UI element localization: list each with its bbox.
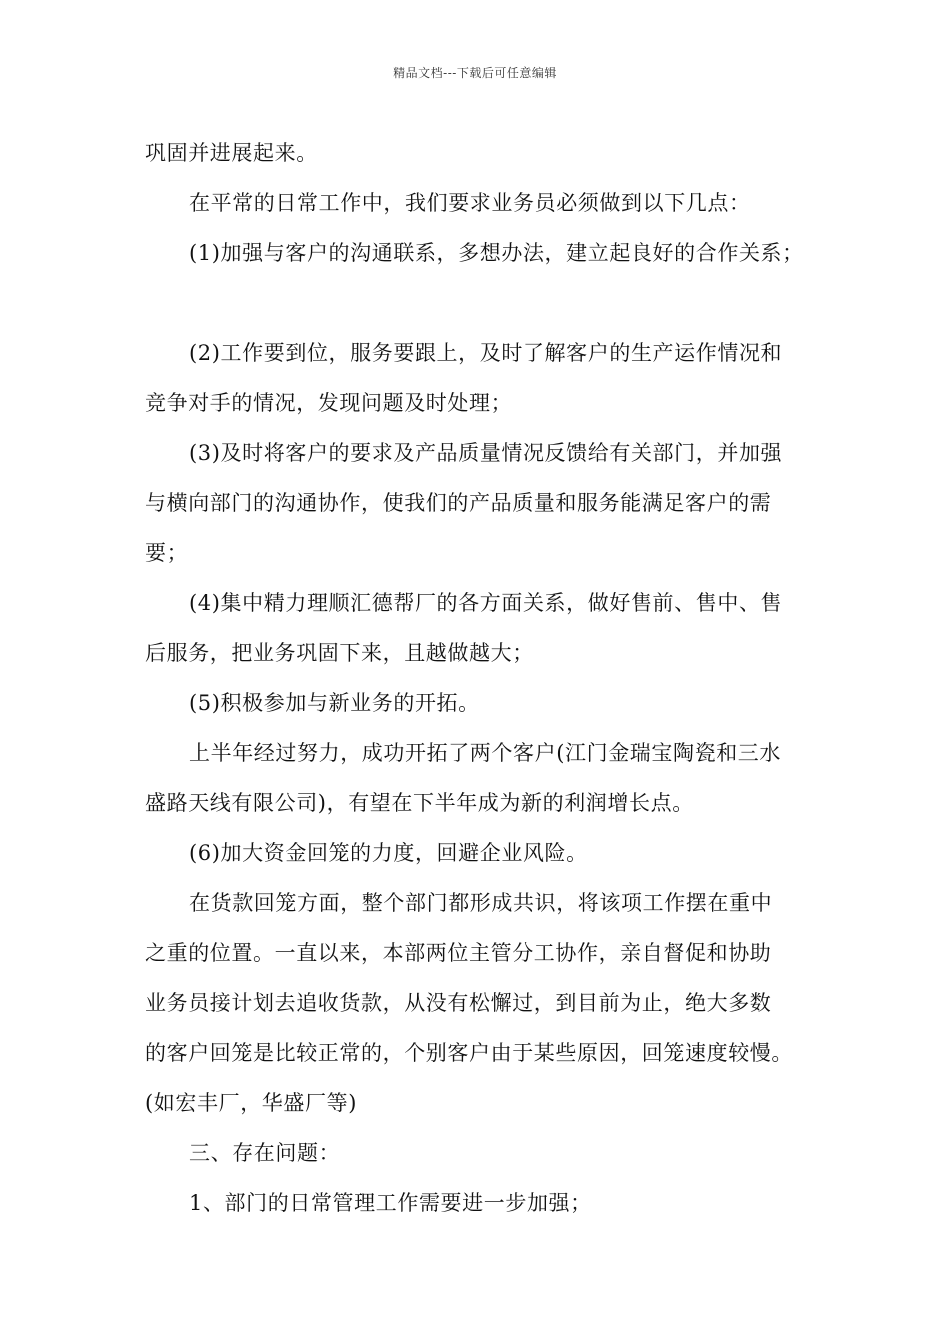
issue-item-1: 1、部门的日常管理工作需要进一步加强； [189, 1191, 592, 1215]
page-header: 精品文档---下载后可任意编辑 [393, 66, 557, 80]
text-line: 竞争对手的情况，发现问题及时处理； [145, 391, 513, 415]
text-line: 巩固并进展起来。 [145, 141, 318, 165]
paragraph-start: 在货款回笼方面，整个部门都形成共识，将该项工作摆在重中 [189, 891, 773, 915]
text-line: 业务员接计划去追收货款，从没有松懈过，到目前为止，绝大多数 [145, 991, 772, 1015]
paragraph-start: 上半年经过努力，成功开拓了两个客户(江门金瑞宝陶瓷和三水 [189, 741, 781, 765]
blank-line [145, 278, 825, 328]
list-item-3: (3)及时将客户的要求及产品质量情况反馈给有关部门，并加强 [189, 441, 783, 465]
section-heading: 三、存在问题： [189, 1141, 341, 1165]
list-item-2: (2)工作要到位，服务要跟上，及时了解客户的生产运作情况和 [189, 341, 783, 365]
text-line: 要； [145, 541, 189, 565]
text-line: 之重的位置。一直以来，本部两位主管分工协作，亲自督促和协助 [145, 941, 772, 965]
list-item-4: (4)集中精力理顺汇德帮厂的各方面关系，做好售前、售中、售 [189, 591, 783, 615]
text-line: (如宏丰厂，华盛厂等) [145, 1091, 357, 1115]
list-item-5: (5)积极参加与新业务的开拓。 [189, 691, 480, 715]
text-line: 盛路天线有限公司)，有望在下半年成为新的利润增长点。 [145, 791, 694, 815]
text-line: 与横向部门的沟通协作，使我们的产品质量和服务能满足客户的需 [145, 491, 772, 515]
text-line: 的客户回笼是比较正常的，个别客户由于某些原因，回笼速度较慢。 [145, 1041, 793, 1065]
paragraph-start: 在平常的日常工作中，我们要求业务员必须做到以下几点： [189, 191, 751, 215]
list-item-1: (1)加强与客户的沟通联系，多想办法，建立起良好的合作关系； [189, 241, 804, 265]
document-body [145, 128, 825, 1228]
list-item-6: (6)加大资金回笼的力度，回避企业风险。 [189, 841, 588, 865]
text-line: 后服务，把业务巩固下来，且越做越大； [145, 641, 534, 665]
